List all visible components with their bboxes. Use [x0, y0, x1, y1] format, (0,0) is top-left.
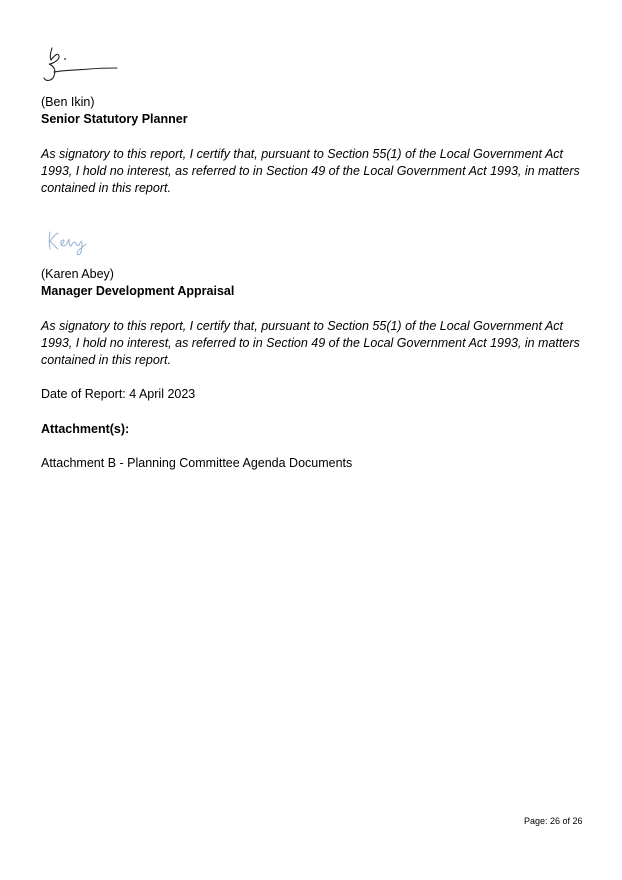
report-date: Date of Report: 4 April 2023: [41, 387, 196, 401]
signatory-2-title: Manager Development Appraisal: [41, 284, 235, 298]
signature-ben-ikin: [38, 42, 128, 90]
signatory-1-name: (Ben Ikin): [41, 95, 95, 109]
signatory-2-certification: As signatory to this report, I certify that, pursuant to Section 55(1) of the Local Government Act 1993, I hold no interest, as referred to in Section 49 of the Local Government Act 1993, in matters contained in this report.: [41, 319, 580, 367]
signature-karen-abey: [38, 224, 98, 258]
attachments-heading: Attachment(s):: [41, 422, 130, 436]
signatory-1-certification: As signatory to this report, I certify that, pursuant to Section 55(1) of the Local Government Act 1993, I hold no interest, as referred to in Section 49 of the Local Government Act 1993, in matters contained in this report.: [41, 147, 580, 195]
signatory-1-title: Senior Statutory Planner: [41, 112, 188, 126]
page-number: Page: 26 of 26: [524, 816, 583, 826]
attachment-item: Attachment B - Planning Committee Agenda Documents: [41, 456, 353, 470]
signatory-2-name: (Karen Abey): [41, 267, 114, 281]
